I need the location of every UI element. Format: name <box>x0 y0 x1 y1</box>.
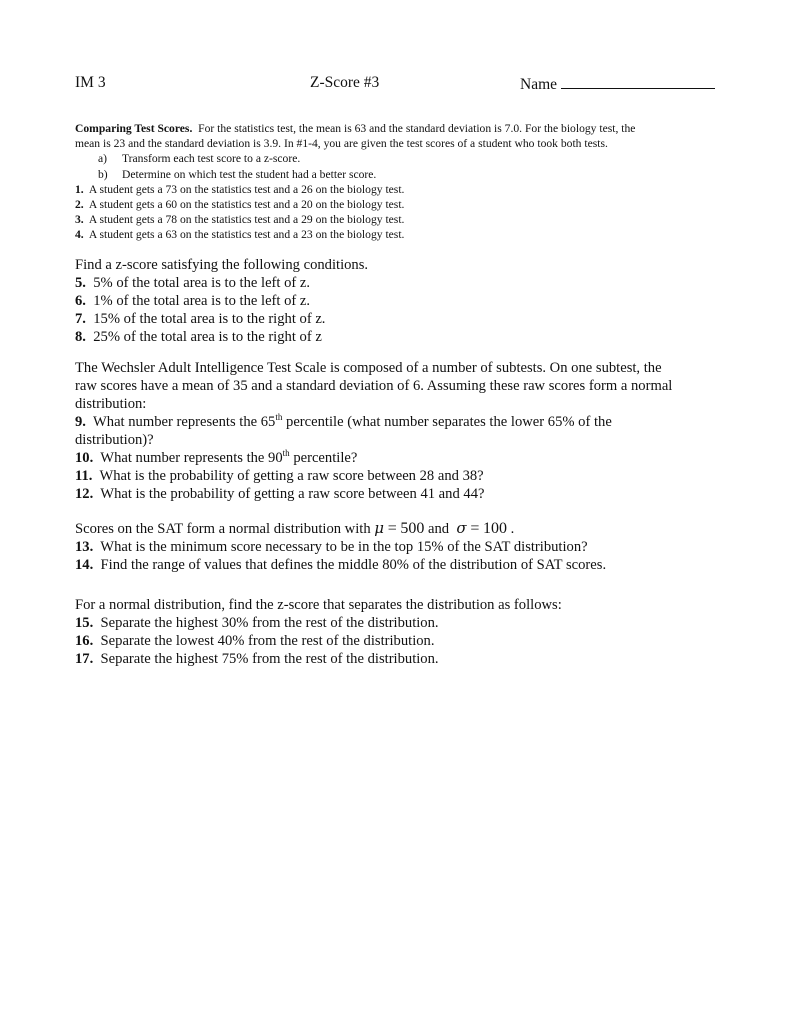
sigma-symbol: σ <box>456 519 467 537</box>
problem-17 <box>75 650 720 668</box>
problem-3 <box>75 212 715 227</box>
problem-number: 15. <box>75 615 94 631</box>
ordinal-suffix: th <box>275 412 283 422</box>
section1-intro-line2: mean is 23 and the standard deviation is 3.9. In #1-4, you are given the test scores of a student who took both tests. <box>75 137 608 151</box>
problem-16 <box>75 632 720 650</box>
problem-number: 8. <box>75 329 86 345</box>
subpart-label: a) <box>98 152 108 166</box>
problem-text: Separate the highest 30% from the rest of the distribution. <box>100 615 439 631</box>
z-score-conditions-section <box>75 256 720 346</box>
problem-text: 15% of the total area is to the right of z. <box>93 311 326 327</box>
problem-text: 5% of the total area is to the left of z. <box>93 275 311 291</box>
problem-text: A student gets a 60 on the statistics test and a 20 on the biology test. <box>88 198 405 212</box>
problem-number: 9. <box>75 414 86 430</box>
worksheet-header <box>75 74 720 94</box>
name-field <box>520 74 715 94</box>
worksheet-title: Z-Score #3 <box>310 74 380 91</box>
comparing-test-scores-section <box>75 121 715 243</box>
problem-number: 10. <box>75 450 94 466</box>
problem-text-end: percentile? <box>289 450 358 466</box>
ordinal-suffix: th <box>282 448 290 458</box>
problem-number: 16. <box>75 633 94 649</box>
section3-intro-line3: distribution: <box>75 396 147 412</box>
problem-text: Separate the highest 75% from the rest of the distribution. <box>100 651 439 667</box>
problem-number: 12. <box>75 486 94 502</box>
problem-13 <box>75 538 720 556</box>
separating-z-score-section <box>75 596 720 668</box>
period: . <box>510 521 515 537</box>
equals-sign: = <box>387 520 397 537</box>
problem-text: 25% of the total area is to the right of z <box>93 329 322 345</box>
problem-1 <box>75 182 715 197</box>
wechsler-section <box>75 359 720 503</box>
section1-heading: Comparing Test Scores. <box>75 122 193 135</box>
subpart-text: Determine on which test the student had a better score. <box>122 167 377 181</box>
section3-intro-line2: raw scores have a mean of 35 and a standard deviation of 6. Assuming these raw scores form a normal <box>75 378 673 394</box>
problem-8 <box>75 328 720 346</box>
mean-value: 500 <box>400 520 425 537</box>
problem-12 <box>75 485 720 503</box>
section2-intro: Find a z-score satisfying the following conditions. <box>75 257 369 273</box>
problem-text: Separate the lowest 40% from the rest of the distribution. <box>100 633 435 649</box>
subpart-b <box>75 167 715 182</box>
sat-section <box>75 519 720 574</box>
problem-15 <box>75 614 720 632</box>
problem-2 <box>75 197 715 212</box>
problem-number: 1. <box>75 182 84 196</box>
problem-text-start: What number represents the 90 <box>100 450 283 466</box>
section1-intro <box>75 121 715 136</box>
problem-text-start: What number represents the 65 <box>93 414 276 430</box>
subpart-text: Transform each test score to a z-score. <box>122 152 301 166</box>
problem-14 <box>75 556 720 574</box>
problem-number: 17. <box>75 651 94 667</box>
problem-text: 1% of the total area is to the left of z. <box>93 293 311 309</box>
section4-intro <box>75 519 720 538</box>
problem-number: 3. <box>75 213 84 227</box>
problem-number: 7. <box>75 311 86 327</box>
problem-text: What is the probability of getting a raw score between 28 and 38? <box>99 468 484 484</box>
problem-text: Find the range of values that defines the middle 80% of the distribution of SAT scores. <box>100 557 607 573</box>
sd-value: 100 <box>483 520 507 537</box>
and-word: and <box>428 521 450 537</box>
problem-4 <box>75 227 715 242</box>
name-blank-line <box>561 74 715 89</box>
problem-text: A student gets a 73 on the statistics test and a 26 on the biology test. <box>88 182 405 196</box>
problem-text: What is the minimum score necessary to be in the top 15% of the SAT distribution? <box>100 539 588 555</box>
course-label: IM 3 <box>75 74 106 91</box>
problem-text-end: percentile (what number separates the lower 65% of the <box>282 414 612 430</box>
problem-10 <box>75 449 720 467</box>
problem-number: 13. <box>75 539 94 555</box>
problem-number: 14. <box>75 557 94 573</box>
problem-number: 2. <box>75 198 84 212</box>
problem-number: 6. <box>75 293 86 309</box>
problem-number: 4. <box>75 228 84 242</box>
problem-number: 11. <box>75 468 93 484</box>
mu-symbol: μ <box>374 519 385 537</box>
section3-intro-line1: The Wechsler Adult Intelligence Test Scale is composed of a number of subtests. On one subtest, the <box>75 360 662 376</box>
problem-text: A student gets a 78 on the statistics test and a 29 on the biology test. <box>88 213 405 227</box>
problem-number: 5. <box>75 275 86 291</box>
section5-intro: For a normal distribution, find the z-score that separates the distribution as follows: <box>75 597 562 613</box>
section1-intro-line1: For the statistics test, the mean is 63 and the standard deviation is 7.0. For the biology test, the <box>198 122 636 135</box>
problem-7 <box>75 310 720 328</box>
equals-sign: = <box>470 520 480 537</box>
problem-6 <box>75 292 720 310</box>
problem-5 <box>75 274 720 292</box>
problem-text: What is the probability of getting a raw score between 41 and 44? <box>100 486 485 502</box>
subpart-a <box>75 151 715 166</box>
problem-9 <box>75 413 720 431</box>
problem-11 <box>75 467 720 485</box>
name-label: Name <box>520 76 558 93</box>
subpart-label: b) <box>98 167 108 181</box>
problem-text: A student gets a 63 on the statistics test and a 23 on the biology test. <box>88 228 405 242</box>
problem-9-continuation: distribution)? <box>75 432 154 448</box>
section4-intro-text: Scores on the SAT form a normal distribution with <box>75 521 375 537</box>
